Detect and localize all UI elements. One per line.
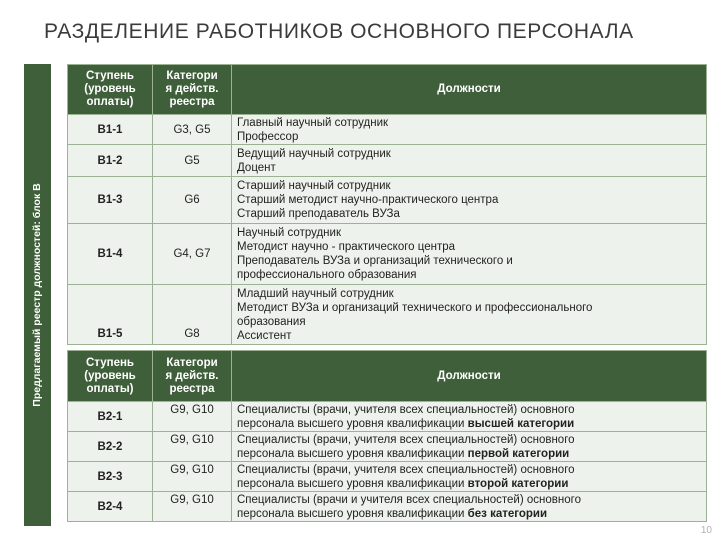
position-line: Научный сотрудник	[237, 227, 341, 239]
stage-cell: В1-4	[68, 224, 153, 285]
header-positions: Должности	[232, 351, 707, 402]
positions-cell	[232, 115, 707, 145]
positions-cell	[232, 145, 707, 177]
stage-cell: В1-3	[68, 177, 153, 224]
positions-cell	[232, 402, 707, 432]
position-line	[237, 477, 702, 491]
table-row	[68, 224, 707, 285]
table-block-b2	[67, 350, 707, 522]
position-line: Специалисты (врачи, учителя всех специальностей) основного	[237, 433, 575, 446]
header-category-line: я действ.	[165, 83, 219, 95]
table-row	[68, 462, 707, 492]
side-label: Предлагаемый реестр должностей: блок В	[31, 183, 43, 407]
stage-cell: В1-1	[68, 115, 153, 145]
category-emphasis: второй категории	[467, 477, 569, 490]
stage-cell: В2-2	[68, 432, 153, 462]
category-cell: G9, G10	[153, 402, 232, 432]
position-line: Специалисты (врачи, учителя всех специальностей) основного	[237, 463, 575, 476]
stage-cell: В1-5	[68, 285, 153, 345]
category-cell: G3, G5	[153, 115, 232, 145]
category-cell: G9, G10	[153, 492, 232, 522]
header-category-line: Категори	[166, 356, 218, 369]
position-line	[237, 507, 702, 521]
page-number: 10	[700, 525, 712, 536]
category-cell: G5	[153, 145, 232, 177]
position-line: Главный научный сотрудник	[237, 116, 389, 129]
position-line: Преподаватель ВУЗа и организаций технического и	[237, 255, 513, 267]
header-stage-line: Ступень	[86, 70, 134, 82]
position-line: Ассистент	[237, 329, 292, 342]
position-line: Старший научный сотрудник	[237, 180, 391, 192]
position-text: персонала высшего уровня квалификации	[237, 447, 468, 460]
header-category	[153, 351, 232, 402]
position-line: Специалисты (врачи и учителя всех специальностей) основного	[237, 493, 581, 506]
table-row	[68, 432, 707, 462]
header-stage-line: оплаты)	[86, 96, 134, 108]
position-line: Методист научно - практического центра	[237, 241, 456, 253]
position-text: персонала высшего уровня квалификации	[237, 417, 468, 430]
position-line	[237, 417, 702, 431]
position-line: Старший методист научно-практического центра	[237, 194, 499, 206]
position-text: персонала высшего уровня квалификации	[237, 507, 468, 520]
table-block-b1	[67, 64, 707, 345]
header-category-line: Категори	[166, 70, 218, 82]
header-category-line: я действ.	[165, 369, 219, 382]
header-row	[68, 351, 707, 402]
header-category-line: реестра	[169, 382, 215, 395]
stage-cell: В2-1	[68, 402, 153, 432]
position-line: Младший научный сотрудник	[237, 287, 394, 300]
category-cell: G9, G10	[153, 462, 232, 492]
category-emphasis: первой категории	[467, 447, 570, 460]
header-row	[68, 65, 707, 115]
position-text: персонала высшего уровня квалификации	[237, 477, 468, 490]
category-cell: G4, G7	[153, 224, 232, 285]
table-row	[68, 115, 707, 145]
position-line: образования	[237, 315, 306, 328]
position-line: Ведущий научный сотрудник	[237, 147, 391, 160]
stage-cell: В2-3	[68, 462, 153, 492]
table-row	[68, 145, 707, 177]
header-stage-line: (уровень	[84, 83, 136, 95]
position-line: Методист ВУЗа и организаций технического и профессионального	[237, 301, 593, 314]
position-line: профессионального образования	[237, 269, 417, 281]
header-category-line: реестра	[169, 96, 215, 108]
table-row	[68, 492, 707, 522]
header-stage	[68, 65, 153, 115]
category-cell: G6	[153, 177, 232, 224]
position-line: Профессор	[237, 130, 299, 143]
stage-cell: В1-2	[68, 145, 153, 177]
header-stage-line: Ступень	[86, 356, 134, 369]
category-emphasis: без категории	[467, 507, 548, 520]
category-emphasis: высшей категории	[467, 417, 575, 430]
position-line: Специалисты (врачи, учителя всех специальностей) основного	[237, 403, 575, 416]
stage-cell: В2-4	[68, 492, 153, 522]
table-row	[68, 402, 707, 432]
positions-cell	[232, 492, 707, 522]
positions-cell	[232, 432, 707, 462]
position-line: Старший преподаватель ВУЗа	[237, 208, 400, 220]
table-row	[68, 177, 707, 224]
category-cell: G8	[153, 285, 232, 345]
header-category	[153, 65, 232, 115]
header-stage-line: оплаты)	[86, 382, 134, 395]
header-stage	[68, 351, 153, 402]
positions-cell	[232, 224, 707, 285]
positions-cell	[232, 177, 707, 224]
position-line: Доцент	[237, 161, 276, 174]
positions-cell	[232, 462, 707, 492]
header-stage-line: (уровень	[84, 369, 136, 382]
category-cell: G9, G10	[153, 432, 232, 462]
header-positions: Должности	[232, 65, 707, 115]
position-line	[237, 447, 702, 461]
positions-cell	[232, 285, 707, 345]
slide-title: РАЗДЕЛЕНИЕ РАБОТНИКОВ ОСНОВНОГО ПЕРСОНАЛА	[44, 20, 634, 43]
table-row	[68, 285, 707, 345]
